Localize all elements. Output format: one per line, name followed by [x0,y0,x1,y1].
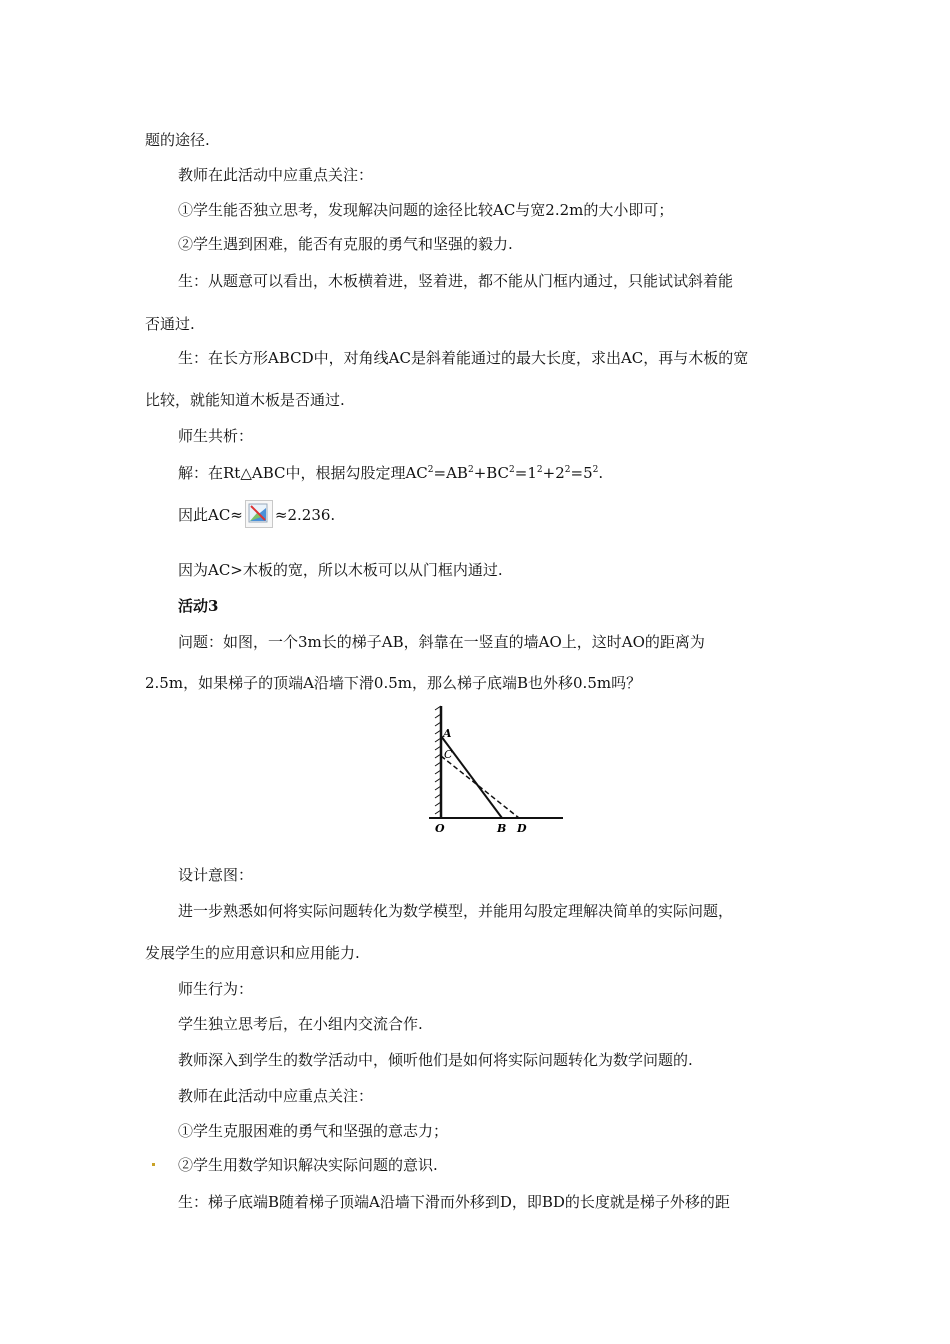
text-line-19: 师生行为： [178,980,254,998]
text-line-3: ①学生能否独立思考，发现解决问题的途径比较AC与宽2.2m的大小即可； [178,201,674,219]
ladder-diagram [425,700,570,844]
text-line-16: 设计意图： [178,866,254,884]
text-line-20: 学生独立思考后，在小组内交流合作. [178,1015,423,1033]
approximation-line: 因此AC≈ ≈2.236. [178,500,335,528]
text-line-12: 因为AC>木板的宽，所以木板可以从门框内通过. [178,561,503,579]
text-line-5: 生：从题意可以看出，木板横着进，竖着进，都不能从门框内通过，只能试试斜着能 [178,272,734,290]
broken-image-icon [245,500,273,528]
section-heading-activity-3: 活动3 [178,597,219,615]
text-line-8: 比较，就能知道木板是否通过. [145,391,345,409]
text-line-2: 教师在此活动中应重点关注： [178,166,374,184]
stray-dot [152,1163,155,1166]
label-d: D [517,822,527,835]
label-c: C [444,748,453,761]
text-line-24: ②学生用数学知识解决实际问题的意识. [178,1156,438,1174]
text-line-1: 题的途径. [145,131,210,149]
text-line-9: 师生共析： [178,427,254,445]
text-line-18: 发展学生的应用意识和应用能力. [145,944,360,962]
text-line-21: 教师深入到学生的数学活动中，倾听他们是如何将实际问题转化为数学问题的. [178,1051,693,1069]
label-o: O [435,822,445,835]
solution-equation: 解：在Rt△ABC中，根据勾股定理$AC^2=AB^2+BC^2=1^2+2^2=5^2$. [178,464,604,482]
text-line-15: 2.5m，如果梯子的顶端A沿墙下滑0.5m，那么梯子底端B也外移0.5m吗？ [145,674,642,692]
text-line-14: 问题：如图，一个3m长的梯子AB，斜靠在一竖直的墙AO上，这时AO的距离为 [178,633,705,651]
label-a: A [443,727,452,740]
text-line-4: ②学生遇到困难，能否有克服的勇气和坚强的毅力. [178,235,513,253]
text-line-6: 否通过. [145,315,195,333]
text-line-7: 生：在长方形ABCD中，对角线AC是斜着能通过的最大长度，求出AC，再与木板的宽 [178,349,749,367]
text-line-25: 生：梯子底端B随着梯子顶端A沿墙下滑而外移到D，即BD的长度就是梯子外移的距 [178,1193,730,1211]
text-line-22: 教师在此活动中应重点关注： [178,1087,374,1105]
text-line-23: ①学生克服困难的勇气和坚强的意志力； [178,1122,449,1140]
ladder-cd-dashed [441,756,519,818]
text-line-17: 进一步熟悉如何将实际问题转化为数学模型，并能用勾股定理解决简单的实际问题， [178,902,734,920]
label-b: B [497,822,507,835]
